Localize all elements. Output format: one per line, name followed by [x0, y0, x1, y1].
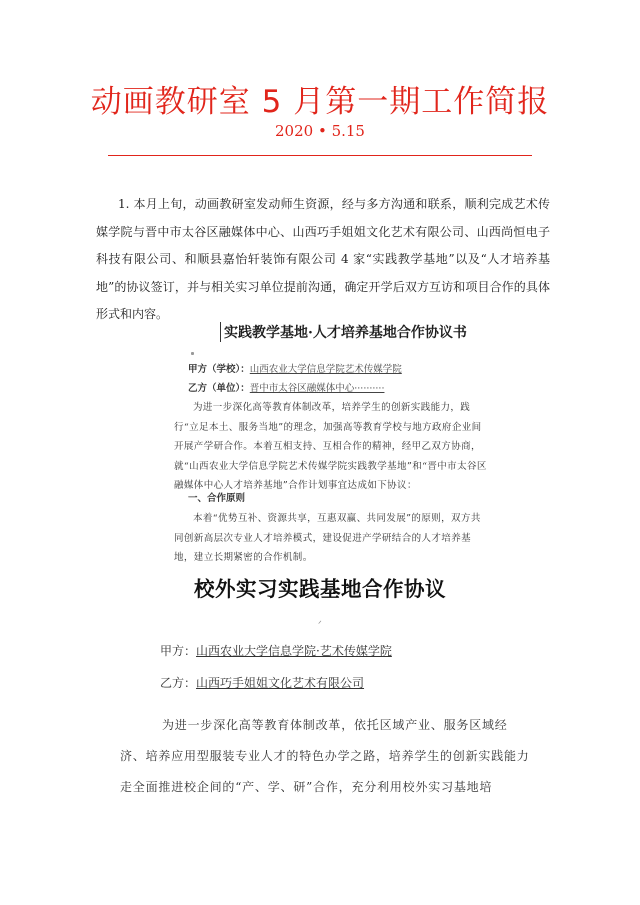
scan2-party-b-value: 山西巧手姐姐文化艺术有限公司 — [196, 676, 365, 690]
scan1-party-b-value: 晋中市太谷区融媒体中心·········· — [249, 383, 385, 394]
scan1-party-b-label: 乙方（单位）： — [188, 383, 250, 394]
scan1-party-a-label: 甲方（学校）： — [188, 364, 250, 375]
scan2-party-a-value: 山西农业大学信息学院·艺术传媒学院 — [196, 644, 392, 658]
scan1-body: 为进一步深化高等教育体制改革，培养学生的创新实践能力，践行“立足本土、服务当地”的理念，加强高等教育学校与地方政府企业间开展产学研合作。本着互相支持、互相合作的精神，经甲乙双方协商，就“山西农业大学信息学院艺术传媒学院实践教学基地”和“晋中市太谷区融媒体中心人才培养基地”合作计划事宜达成如下协议： — [174, 402, 487, 491]
scan1-party-a-value: 山西农业大学信息学院艺术传媒学院 — [249, 364, 402, 375]
scan1-party-b — [188, 380, 384, 394]
intro-paragraph: 1. 本月上旬，动画教研室发动师生资源，经与多方沟通和联系，顺利完成艺术传媒学院与晋中市太谷区融媒体中心、山西巧手姐姐文化艺术有限公司、山西尚恒电子科技有限公司、和顺县嘉怡轩装饰有限公司 4 家“实践教学基地”以及“人才培养基地”的协议签订，并与相关实习单位提前沟通，确定开学后双方互访和项目合作的具体形式和内容。 — [96, 197, 550, 322]
scan2-body: 为进一步深化高等教育体制改革，依托区域产业、服务区域经济、培养应用型服装专业人才的特色办学之路，培养学生的创新实践能力走全面推进校企间的“产、学、研”合作，充分利用校外实习基地培 — [120, 718, 530, 794]
scan-dot-mark — [191, 352, 194, 355]
page-title: 动画教研室 5 月第一期工作简报 — [90, 84, 550, 120]
scan1-section-heading: 一、合作原则 — [188, 493, 246, 504]
scan1-section-body: 本着“优势互补、资源共享，互惠双赢、共同发展”的原则，双方共同创新高层次专业人才培养模式，建设促进产学研结合的人才培养基地，建立长期紧密的合作机制。 — [174, 513, 481, 563]
scan2-party-a — [160, 642, 392, 659]
scan2-party-a-label: 甲方： — [160, 644, 197, 658]
title-divider — [108, 155, 532, 156]
scan-tick-mark: ᐟ — [318, 620, 322, 630]
scan2-party-b — [160, 674, 364, 691]
page-date: 2020 • 5.15 — [275, 122, 365, 140]
scan1-title: 实践教学基地·人才培养基地合作协议书 — [220, 322, 467, 342]
scan1-party-a — [188, 361, 402, 375]
scan2-title: 校外实习实践基地合作协议 — [194, 577, 446, 601]
scan2-party-b-label: 乙方： — [160, 676, 197, 690]
